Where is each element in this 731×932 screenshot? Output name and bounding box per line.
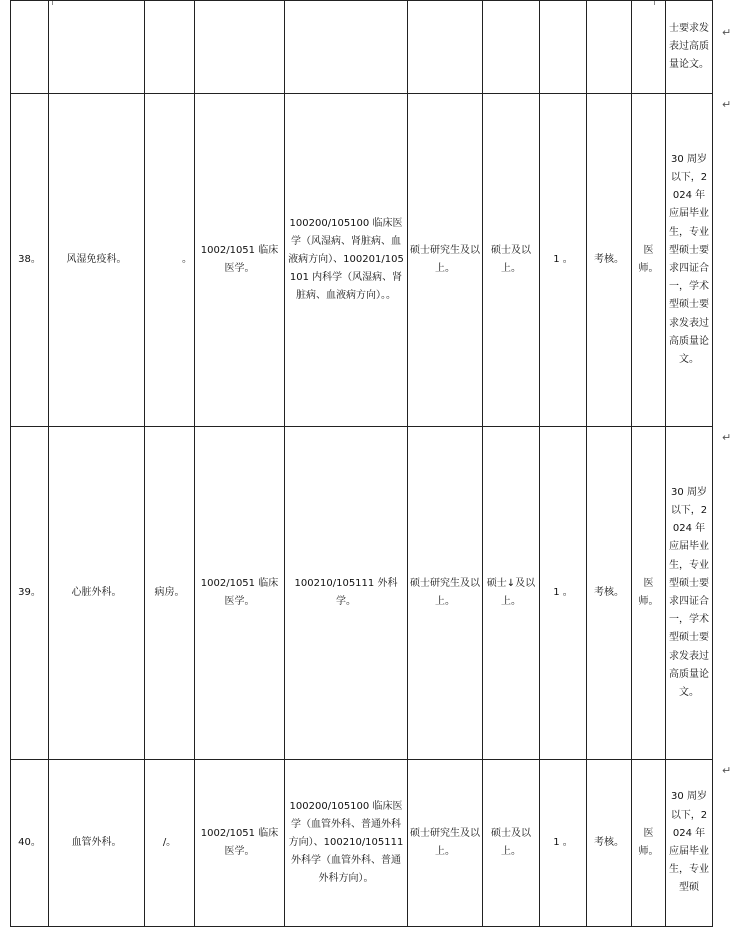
major-cell: 100210/105111 外科学。 (285, 427, 408, 760)
index-cell: 39。 (11, 427, 49, 760)
method-cell: 考核。 (587, 94, 632, 427)
education-cell: 硕士研究生及以上。 (408, 94, 483, 427)
ward-cell (145, 1, 195, 94)
index-cell: 40。 (11, 760, 49, 927)
position-cell: 医师。 (632, 94, 666, 427)
department-cell: 心脏外科。 (49, 427, 145, 760)
recruitment-table (10, 0, 713, 927)
department-cell: 风湿免疫科。 (49, 94, 145, 427)
major-category-cell: 1002/1051 临床医学。 (195, 760, 285, 927)
table-row (11, 427, 713, 760)
requirement-cell: 30 周岁以下，2024 年应届毕业生，专业型硕 (666, 760, 713, 927)
education-cell: 硕士研究生及以上。 (408, 427, 483, 760)
method-cell: 考核。 (587, 760, 632, 927)
row-end-mark: ↵ (722, 764, 731, 777)
table-row (11, 1, 713, 94)
count-cell (540, 1, 587, 94)
index-cell (11, 1, 49, 94)
department-cell (49, 1, 145, 94)
education-cell: 硕士研究生及以上。 (408, 760, 483, 927)
major-cell: 100200/105100 临床医学（血管外科、普通外科方向）、100210/105111 外科学（血管外科、普通外科方向）。 (285, 760, 408, 927)
major-cell: 100200/105100 临床医学（风湿病、肾脏病、血液病方向）、100201/105101 内科学（风湿病、肾脏病、血液病方向）。。 (285, 94, 408, 427)
count-cell: 1 。 (540, 427, 587, 760)
method-cell: 考核。 (587, 427, 632, 760)
row-end-mark: ↵ (722, 26, 731, 39)
major-category-cell: 1002/1051 临床医学。 (195, 94, 285, 427)
position-cell (632, 1, 666, 94)
table-row (11, 760, 713, 927)
requirement-cell: 士要求发表过高质量论文。 (666, 1, 713, 94)
ward-cell: 。 (145, 94, 195, 427)
degree-cell: 硕士↓及以上。 (483, 427, 540, 760)
degree-cell: 硕士及以上。 (483, 94, 540, 427)
table-row (11, 94, 713, 427)
requirement-cell: 30 周岁以下，2024 年应届毕业生，专业型硕士要求四证合一，学术型硕士要求发表过高质量论文。 (666, 94, 713, 427)
ward-cell: 病房。 (145, 427, 195, 760)
ward-cell: /。 (145, 760, 195, 927)
row-end-mark: ↵ (722, 431, 731, 444)
degree-cell (483, 1, 540, 94)
position-cell: 医师。 (632, 760, 666, 927)
method-cell (587, 1, 632, 94)
major-category-cell (195, 1, 285, 94)
position-cell: 医师。 (632, 427, 666, 760)
count-cell: 1 。 (540, 94, 587, 427)
department-cell: 血管外科。 (49, 760, 145, 927)
degree-cell: 硕士及以上。 (483, 760, 540, 927)
requirement-cell: 30 周岁以下，2024 年应届毕业生，专业型硕士要求四证合一，学术型硕士要求发表过高质量论文。 (666, 427, 713, 760)
major-cell (285, 1, 408, 94)
count-cell: 1 。 (540, 760, 587, 927)
index-cell: 38。 (11, 94, 49, 427)
major-category-cell: 1002/1051 临床医学。 (195, 427, 285, 760)
row-end-mark: ↵ (722, 98, 731, 111)
education-cell (408, 1, 483, 94)
